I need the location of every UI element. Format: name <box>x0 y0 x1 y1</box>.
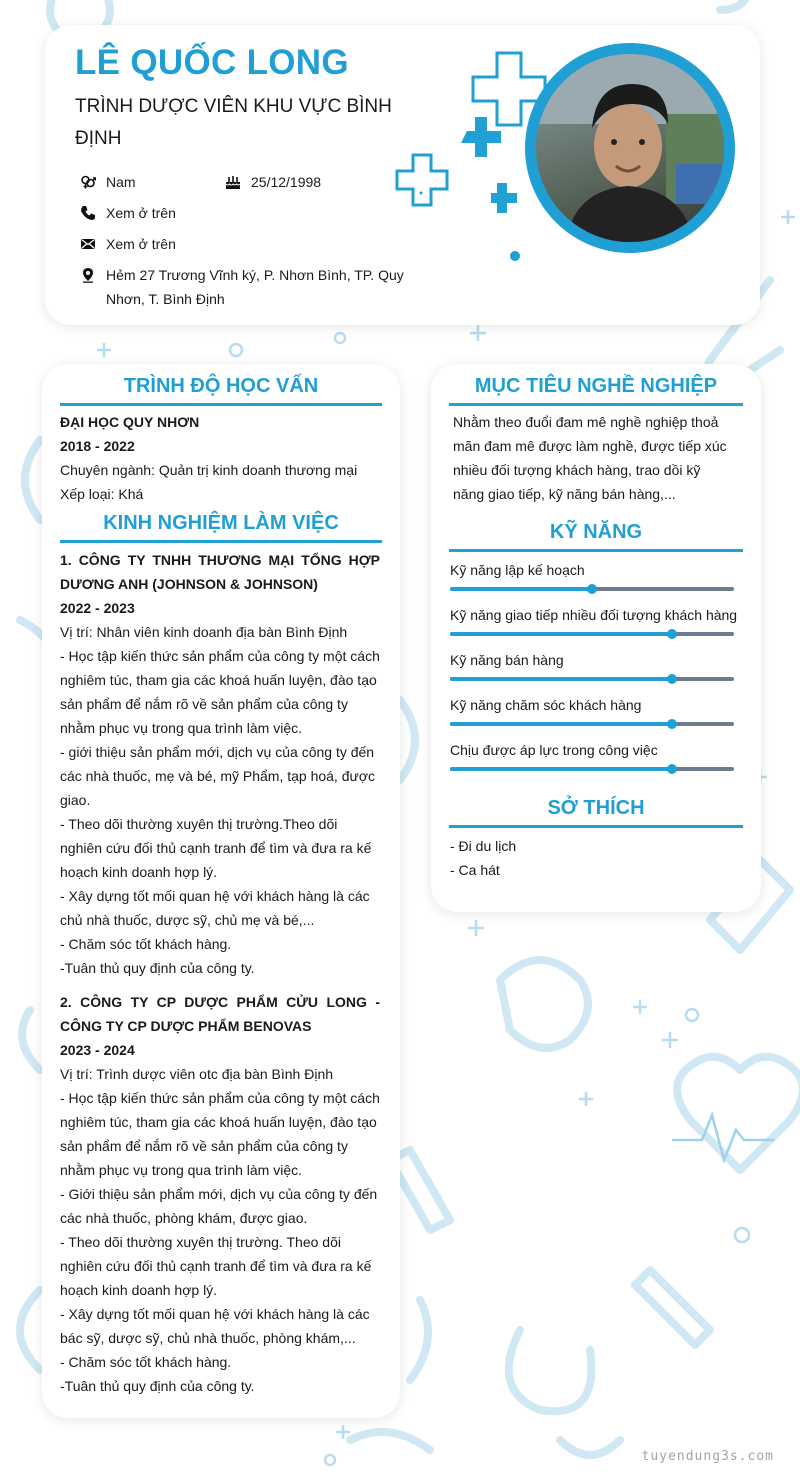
skill-bar <box>450 677 734 681</box>
education-title: TRÌNH ĐỘ HỌC VẤN <box>60 366 382 406</box>
job-detail: - Chăm sóc tốt khách hàng. <box>60 1354 232 1370</box>
email-value: Xem ở trên <box>106 236 176 252</box>
skill-bar-fill <box>450 587 592 591</box>
hobby-item: - Ca hát <box>450 862 500 878</box>
avatar <box>536 54 724 242</box>
birthdate-value: 25/12/1998 <box>251 174 322 190</box>
job-entry <box>60 990 380 1398</box>
education-section <box>60 410 380 506</box>
job-years: 2023 - 2024 <box>60 1042 135 1058</box>
location-icon <box>80 267 96 283</box>
job-years: 2022 - 2023 <box>60 600 135 616</box>
skills-title: KỸ NĂNG <box>449 512 743 552</box>
skill-item <box>450 740 734 785</box>
skill-bar-fill <box>450 677 672 681</box>
job-company: 1. CÔNG TY TNHH THƯƠNG MẠI TỔNG HỢP DƯƠNG ANH (JOHNSON & JOHNSON) <box>60 552 380 592</box>
watermark: tuyendung3s.com <box>641 1449 774 1464</box>
skill-bar-handle <box>667 629 677 639</box>
skill-bar <box>450 632 734 636</box>
job-detail: - Xây dựng tốt mối quan hệ với khách hàng là các chủ nhà thuốc, dược sỹ, chủ mẹ và bé,... <box>60 888 370 928</box>
skill-bar-fill <box>450 767 672 771</box>
skill-label: Kỹ năng lập kế hoạch <box>450 562 585 578</box>
skill-label: Kỹ năng bán hàng <box>450 652 564 668</box>
address-value: Hẻm 27 Trương Vĩnh ký, P. Nhơn Bình, TP. Quy Nhơn, T. Bình Định <box>106 267 404 307</box>
job-detail: - Xây dựng tốt mối quan hệ với khách hàng là các bác sỹ, dược sỹ, chủ nhà thuốc, phòng khám,... <box>60 1306 370 1346</box>
job-title: TRÌNH DƯỢC VIÊN KHU VỰC BÌNH ĐỊNH <box>75 96 392 149</box>
skill-label: Kỹ năng chăm sóc khách hàng <box>450 697 642 713</box>
skill-item <box>450 605 738 650</box>
skill-bar-handle <box>667 674 677 684</box>
job-detail: -Tuân thủ quy định của công ty. <box>60 960 255 976</box>
experience-section <box>60 548 380 1398</box>
left-column <box>42 364 400 1418</box>
skill-bar-fill <box>450 632 672 636</box>
skill-bar-fill <box>450 722 672 726</box>
job-detail: - Giới thiệu sản phẩm mới, dịch vụ của công ty đến các nhà thuốc, phòng khám, được giao. <box>60 1186 378 1226</box>
objective-text: Nhằm theo đuổi đam mê nghề nghiệp thoả mãn đam mê được làm nghề, được tiếp xúc nhiều đối tượng khách hàng, trao dồi kỹ năng giao tiếp, kỹ năng bán hàng,... <box>453 414 727 502</box>
job-detail: Vị trí: Nhân viên kinh doanh địa bàn Bình Định <box>60 624 348 640</box>
skill-label: Chịu được áp lực trong công việc <box>450 742 658 758</box>
school-name: ĐẠI HỌC QUY NHƠN <box>60 414 200 430</box>
skill-bar-handle <box>587 584 597 594</box>
candidate-name: LÊ QUỐC LONG <box>75 43 349 82</box>
hobbies-title: SỞ THÍCH <box>449 788 743 828</box>
skill-item <box>450 560 734 605</box>
profile-header <box>45 25 760 325</box>
job-detail: - Học tập kiến thức sản phẩm của công ty một cách nghiêm túc, tham gia các khoá huấn luyện, đào tạo sản phẩm để nắm rõ về sản phẩm của công ty nhằm phục vụ trong qua trình làm việc. <box>60 648 380 736</box>
job-detail: - Theo dõi thường xuyên thị trường.Theo dõi nghiên cứu đối thủ cạnh tranh để tìm và đưa ra kế hoạch kinh doanh hợp lý. <box>60 816 372 880</box>
gender-icon <box>80 174 96 190</box>
hobby-item: - Đi du lịch <box>450 838 517 854</box>
education-grade: Xếp loại: Khá <box>60 486 144 502</box>
experience-title: KINH NGHIỆM LÀM VIỆC <box>60 503 382 543</box>
job-detail: - giới thiệu sản phẩm mới, dịch vụ của công ty đến các nhà thuốc, mẹ và bé, mỹ Phẩm, tạp hoá, được giao. <box>60 744 376 808</box>
objective-title: MỤC TIÊU NGHỀ NGHIỆP <box>449 366 743 406</box>
gender-value: Nam <box>106 174 136 190</box>
job-detail: - Học tập kiến thức sản phẩm của công ty một cách nghiêm túc, tham gia các khoá huấn luyện, đào tạo sản phẩm để nắm rõ về sản phẩm của công ty nhằm phục vụ trong qua trình làm việc. <box>60 1090 380 1178</box>
phone-icon <box>80 205 96 221</box>
job-detail: - Theo dõi thường xuyên thị trường. Theo dõi nghiên cứu đối thủ cạnh tranh để tìm và đưa ra kế hoạch kinh doanh hợp lý. <box>60 1234 372 1298</box>
job-detail: -Tuân thủ quy định của công ty. <box>60 1378 255 1394</box>
skill-bar-handle <box>667 764 677 774</box>
skill-bar <box>450 722 734 726</box>
skill-label: Kỹ năng giao tiếp nhiều đối tượng khách hàng <box>450 607 738 623</box>
skill-bar <box>450 587 734 591</box>
right-column <box>431 364 761 912</box>
education-major: Chuyên ngành: Quản trị kinh doanh thương mại <box>60 462 358 478</box>
job-detail: - Chăm sóc tốt khách hàng. <box>60 936 232 952</box>
phone-value: Xem ở trên <box>106 205 176 221</box>
skill-bar <box>450 767 734 771</box>
job-entry <box>60 548 380 980</box>
job-company: 2. CÔNG TY CP DƯỢC PHẨM CỬU LONG - CÔNG TY CP DƯỢC PHẨM BENOVAS <box>60 994 380 1034</box>
job-detail: Vị trí: Trình dược viên otc địa bàn Bình Định <box>60 1066 334 1082</box>
skill-item <box>450 695 734 740</box>
cake-icon <box>225 174 241 190</box>
skill-bar-handle <box>667 719 677 729</box>
skill-item <box>450 650 734 695</box>
hobbies-section <box>450 834 741 882</box>
portrait-illustration <box>536 54 724 242</box>
education-years: 2018 - 2022 <box>60 438 135 454</box>
profile-photo <box>525 43 735 253</box>
mail-icon <box>80 236 96 252</box>
